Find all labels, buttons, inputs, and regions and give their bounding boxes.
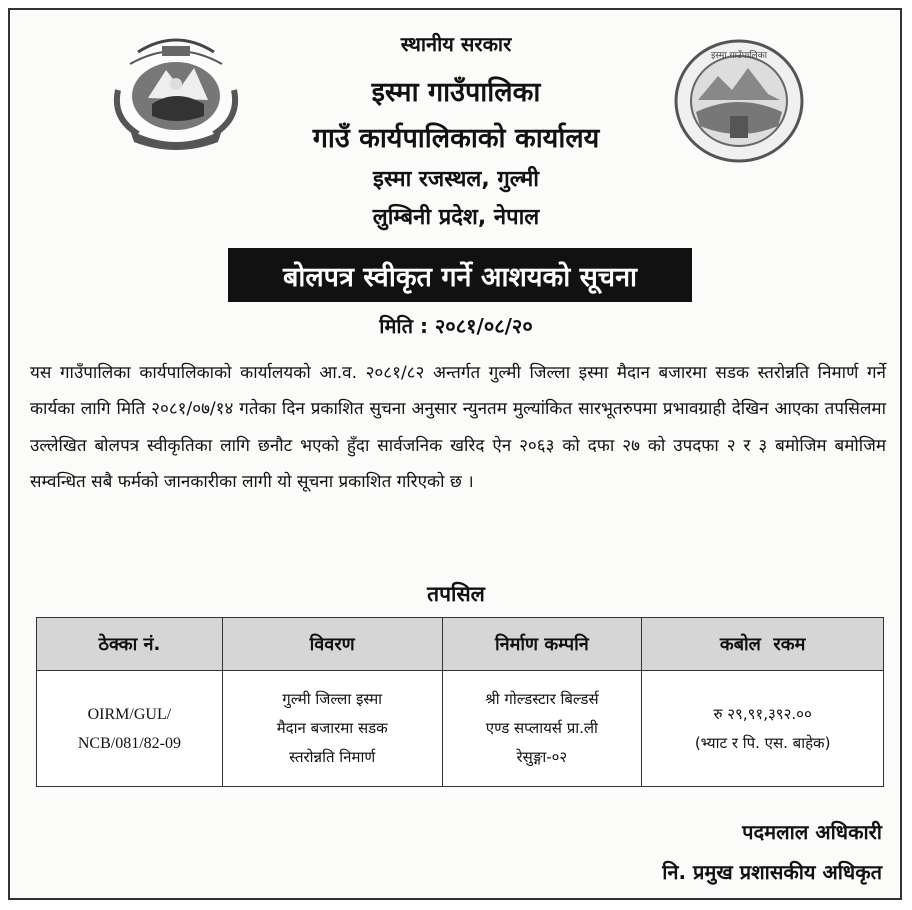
cell-description: गुल्मी जिल्ला इस्मा मैदान बजारमा सडक स्तरोन्नति निमार्ण — [222, 671, 442, 787]
header-amount: कबोल रकम — [642, 618, 884, 671]
contract-table — [36, 617, 884, 787]
table-header-row — [37, 618, 884, 671]
signatory-title: नि. प्रमुख प्रशासकीय अधिकृत — [662, 860, 882, 884]
header-municipality-name: इस्मा गाउँपालिका — [371, 77, 541, 108]
header-local-government: स्थानीय सरकार — [400, 32, 512, 56]
cell-company: श्री गोल्डस्टार बिल्डर्स एण्ड सप्लायर्स प्रा.ली रेसुङ्गा-०२ — [442, 671, 642, 787]
header-description: विवरण — [222, 618, 442, 671]
notice-title-banner — [228, 248, 692, 302]
signatory-name: पदमलाल अधिकारी — [742, 820, 882, 844]
header-office-name: गाउँ कार्यपालिकाको कार्यालय — [312, 123, 600, 154]
header-company: निर्माण कम्पनि — [442, 618, 642, 671]
header-contract-no: ठेक्का नं. — [37, 618, 223, 671]
cell-amount: रु २९,९१,३९२.०० (भ्याट र पि. एस. बाहेक) — [642, 671, 884, 787]
table-row — [37, 671, 884, 787]
notice-body: यस गाउँपालिका कार्यपालिकाको कार्यालयको आ.व. २०८१/८२ अन्तर्गत गुल्मी जिल्ला इस्मा मैदान बजारमा सडक स्तरोन्नति निमार्ण गर्ने कार्यका लागि मिति २०८१/०७/१४ गतेका दिन प्रकाशित सुचना अनुसार न्युनतम मुल्यांकित सारभूतरुपमा प्रभावग्राही देखिन आएका तपसिलमा उल्लेखित बोलपत्र स्वीकृतिका लागि छनौट भएको हुँदा सार्वजनिक खरिद ऐन २०६३ को दफा २७ को उपदफा २ र ३ बमोजिम बमोजिम सम्वन्धित सबै फर्मको जानकारीका लागी यो सूचना प्रकाशित गरिएको छ । — [30, 363, 886, 493]
header-address: इस्मा रजस्थल, गुल्मी — [373, 167, 539, 192]
notice-title: बोलपत्र स्वीकृत गर्ने आशयको सूचना — [282, 261, 638, 293]
header-province: लुम्बिनी प्रदेश, नेपाल — [372, 205, 540, 230]
svg-text:इस्मा गाउँपालिका: इस्मा गाउँपालिका — [711, 51, 767, 61]
cell-contract-no: OIRM/GUL/ NCB/081/82-09 — [37, 671, 223, 787]
schedule-heading: तपसिल — [427, 582, 485, 606]
notice-date: मिति : २०८१/०८/२० — [379, 314, 533, 338]
